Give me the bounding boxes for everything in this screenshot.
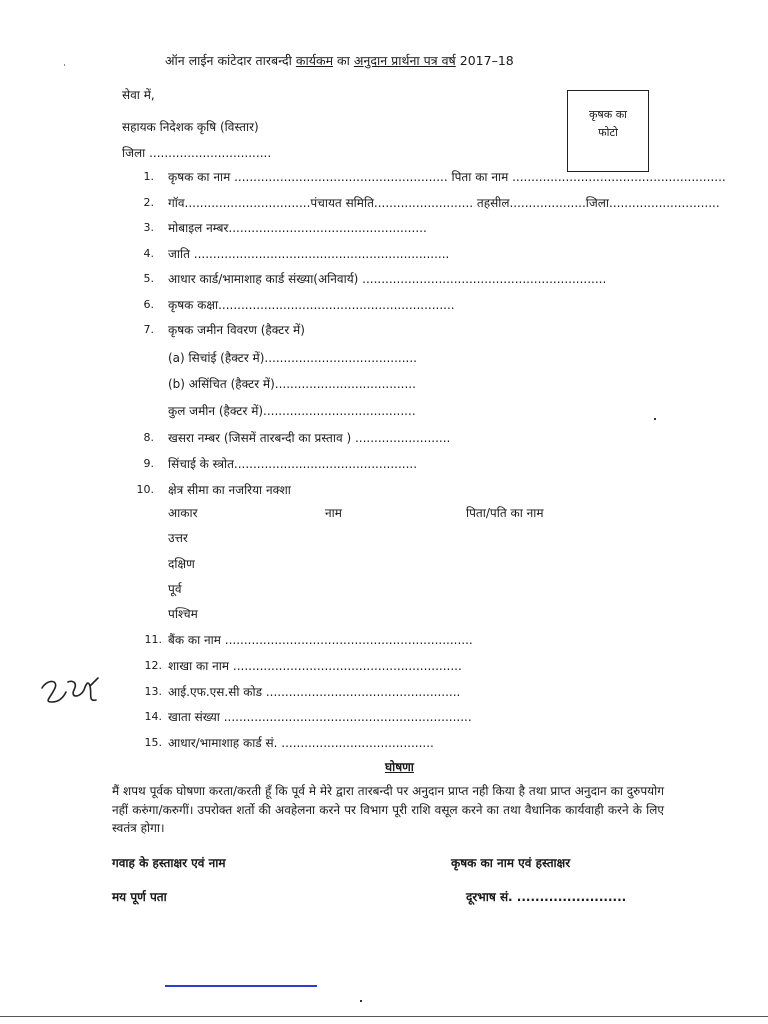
form-title	[165, 52, 514, 69]
field-number: 14.	[144, 710, 162, 723]
field-number: 2.	[143, 196, 154, 209]
title-part-2: कार्यकम	[295, 53, 334, 68]
field-entry[interactable]: कृषक का नाम ........................................................ पिता का नाम ........................................................	[168, 170, 726, 184]
field-number: 5.	[143, 272, 154, 285]
bank-field-entry[interactable]: आधार/भामाशाह कार्ड सं. ........................................	[168, 736, 434, 750]
field-number: 7.	[143, 323, 154, 336]
phone-field[interactable]: दूरभाष सं. ........................	[466, 890, 627, 904]
bank-field-entry[interactable]: शाखा का नाम ............................................................	[168, 659, 462, 673]
page-bottom-edge	[0, 1016, 768, 1017]
dir-west: पश्चिम	[168, 607, 198, 621]
dir-north: उत्तर	[168, 531, 188, 545]
farmer-signature-label: कृषक का नाम एवं हस्ताक्षर	[451, 856, 571, 870]
seva-mein: सेवा में,	[122, 88, 155, 102]
field-number: 11.	[144, 633, 162, 646]
field-entry[interactable]: जाति ...................................................................	[168, 247, 450, 261]
declaration-text: मैं शपथ पूर्वक घोषणा करता/करती हूँ कि पूर्व मे मेरे द्वारा तारबन्दी पर अनुदान प्राप्त नही किया है तथा प्राप्त अनुदान का दुरुपयोग नहीं करुंगा/करुगीं। उपरोक्त शर्तो की अवहेलना करने पर विभाग पूरी राशि वसूल करने का तथा वैधानिक कार्यवाही करने के लिए स्वतंत्र होगा।	[112, 784, 664, 835]
field-entry[interactable]: खसरा नम्बर (जिसमें तारबन्दी का प्रस्ताव ) .........................	[168, 431, 451, 445]
dir-header-father: पिता/पति का नाम	[466, 506, 544, 520]
photo-label-2: फोटो	[598, 126, 618, 139]
photo-box	[567, 90, 649, 172]
bank-field-entry[interactable]: बैंक का नाम .................................................................	[168, 633, 473, 647]
field-number: 9.	[143, 457, 154, 470]
title-part-4: अनुदान प्रार्थना पत्र वर्ष	[353, 53, 456, 68]
bank-field-entry[interactable]: खाता संख्या .................................................................	[168, 710, 472, 724]
field-entry[interactable]: (b) असिंचित (हैक्टर में).....................................	[168, 377, 416, 391]
field-number: 10.	[136, 483, 154, 496]
dir-south: दक्षिण	[168, 557, 195, 571]
field-entry[interactable]: गॉव.................................पंचायत समिति.......................... तहसील....................जिला.............................	[168, 196, 720, 210]
photo-label-1: कृषक का	[588, 108, 628, 121]
field-entry[interactable]: मोबाइल नम्बर....................................................	[168, 221, 427, 235]
field-number: 3.	[143, 221, 154, 234]
field-number: 12.	[144, 659, 162, 672]
field-number: 6.	[143, 298, 154, 311]
field-entry[interactable]: कुल जमीन (हैक्टर में)........................................	[168, 404, 416, 418]
field-entry[interactable]: कृषक कक्षा..............................................................	[168, 298, 455, 312]
field-entry[interactable]: (a) सिचांई (हैक्टर में)........................................	[168, 351, 417, 365]
field-entry[interactable]: क्षेत्र सीमा का नजरिया नक्शा	[168, 483, 291, 497]
field-entry[interactable]: सिंचाई के स्त्रोत................................................	[168, 457, 418, 471]
district-field[interactable]: जिला ................................	[122, 146, 272, 160]
address-label: मय पूर्ण पता	[112, 890, 167, 904]
dir-east: पूर्व	[168, 582, 182, 596]
addressee: सहायक निदेशक कृषि (विस्तार)	[122, 120, 259, 134]
declaration-title: घोषणा	[385, 760, 414, 774]
field-number: 1.	[143, 170, 154, 183]
field-number: 13.	[144, 685, 162, 698]
speck	[360, 1000, 362, 1002]
blue-underline	[165, 985, 317, 987]
title-part-1: ऑन लाईन कांटेदार तारबन्दी	[165, 53, 296, 68]
field-entry[interactable]: कृषक जमीन विवरण (हैक्टर में)	[168, 323, 305, 337]
handwritten-mark-icon	[38, 672, 108, 712]
bank-field-entry[interactable]: आई.एफ.एस.सी कोड ...................................................	[168, 685, 461, 699]
field-number: 15.	[144, 736, 162, 749]
field-number: 4.	[143, 247, 154, 260]
dir-header-name: नाम	[325, 506, 342, 520]
witness-signature-label: गवाह के हस्ताक्षर एवं नाम	[112, 856, 226, 870]
field-number: 8.	[143, 431, 154, 444]
title-part-3: का	[333, 53, 354, 68]
field-entry[interactable]: आधार कार्ड/भामाशाह कार्ड संख्या(अनिवार्य) ................................................................	[168, 272, 607, 286]
margin-mark: ˙	[62, 64, 67, 75]
speck	[654, 418, 656, 420]
dir-header-shape: आकार	[168, 506, 198, 520]
title-year: 2017–18	[455, 53, 514, 68]
